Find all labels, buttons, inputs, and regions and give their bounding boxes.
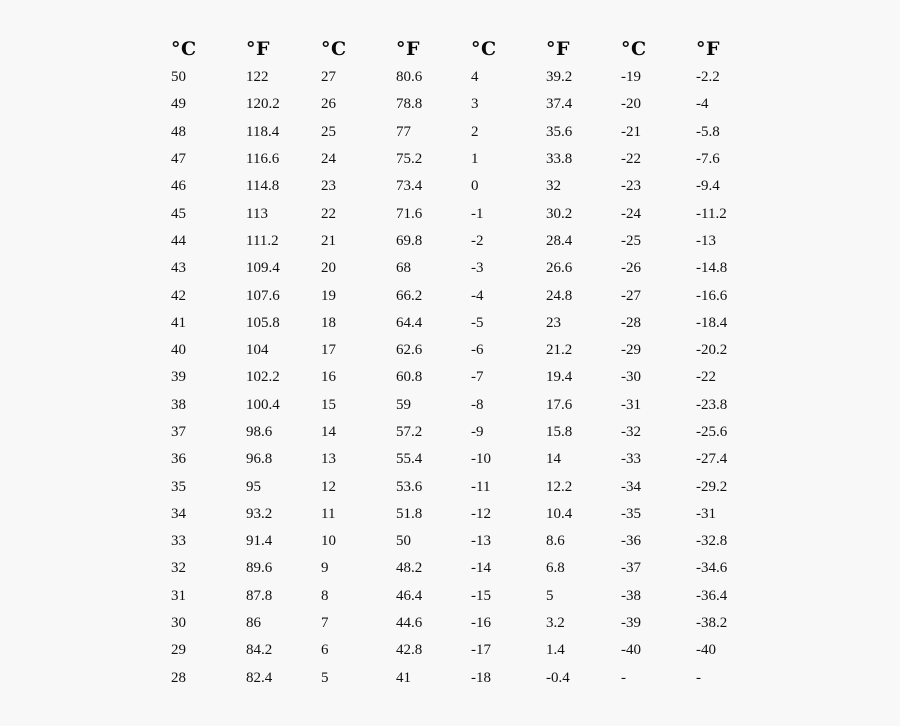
celsius-cell: 31: [171, 587, 186, 604]
fahrenheit-cell: 32: [546, 178, 561, 195]
celsius-cell: -34: [621, 478, 641, 495]
celsius-cell: -18: [471, 669, 491, 686]
celsius-cell: -22: [621, 151, 641, 168]
fahrenheit-cell: 73.4: [396, 178, 423, 195]
fahrenheit-cell: 23: [546, 314, 561, 331]
celsius-cell: 9: [321, 560, 329, 577]
celsius-cell: -23: [621, 178, 641, 195]
fahrenheit-cell: 42.8: [396, 642, 423, 659]
fahrenheit-cell: 46.4: [396, 587, 423, 604]
table-row: [168, 473, 768, 500]
celsius-cell: 6: [321, 642, 329, 659]
table-row: [168, 91, 768, 118]
celsius-cell: 49: [171, 96, 186, 113]
celsius-cell: -: [621, 669, 626, 686]
celsius-cell: -33: [621, 451, 641, 468]
celsius-cell: 4: [471, 69, 479, 86]
fahrenheit-cell: -40: [696, 642, 716, 659]
fahrenheit-cell: 14: [546, 451, 561, 468]
fahrenheit-cell: 1.4: [546, 642, 565, 659]
fahrenheit-cell: 80.6: [396, 69, 423, 86]
table-body: [168, 64, 768, 692]
fahrenheit-cell: -4: [696, 96, 709, 113]
celsius-cell: 44: [171, 232, 186, 249]
fahrenheit-cell: 15.8: [546, 424, 573, 440]
celsius-cell: 14: [321, 424, 336, 440]
fahrenheit-cell: 41: [396, 669, 411, 686]
celsius-cell: 19: [321, 287, 336, 304]
table-row: [168, 64, 768, 91]
celsius-cell: 7: [321, 615, 329, 632]
fahrenheit-cell: 6.8: [546, 560, 565, 577]
celsius-cell: -24: [621, 205, 641, 222]
fahrenheit-cell: 113: [246, 205, 268, 222]
celsius-cell: 1: [471, 151, 479, 168]
fahrenheit-cell: -34.6: [696, 560, 728, 577]
fahrenheit-cell: 21.2: [546, 342, 573, 359]
celsius-cell: 12: [321, 478, 336, 495]
table-row: [168, 146, 768, 173]
table-row: [168, 364, 768, 391]
fahrenheit-cell: 24.8: [546, 287, 573, 304]
fahrenheit-cell: 62.6: [396, 342, 423, 359]
fahrenheit-cell: -9.4: [696, 178, 720, 195]
celsius-cell: -36: [621, 533, 641, 550]
fahrenheit-cell: 104: [246, 342, 269, 359]
fahrenheit-cell: 64.4: [396, 314, 423, 331]
fahrenheit-cell: 84.2: [246, 642, 273, 659]
fahrenheit-cell: 95: [246, 478, 261, 495]
fahrenheit-cell: -16.6: [696, 287, 728, 304]
table-row: [168, 555, 768, 582]
celsius-cell: 15: [321, 396, 336, 413]
table-row: [168, 310, 768, 337]
fahrenheit-cell: 86: [246, 615, 261, 632]
fahrenheit-cell: 98.6: [246, 424, 273, 440]
celsius-cell: -6: [471, 342, 484, 359]
fahrenheit-cell: 17.6: [546, 396, 573, 413]
celsius-cell: 35: [171, 478, 186, 495]
celsius-cell: -37: [621, 560, 641, 577]
celsius-cell: 2: [471, 123, 479, 140]
celsius-cell: -15: [471, 587, 491, 604]
fahrenheit-cell: 37.4: [546, 96, 573, 113]
header-celsius: °C: [171, 38, 197, 60]
celsius-cell: 25: [321, 123, 336, 140]
celsius-cell: 3: [471, 96, 479, 113]
table-row: [168, 446, 768, 473]
fahrenheit-cell: 111.2: [246, 232, 279, 249]
fahrenheit-cell: 109.4: [246, 260, 280, 277]
fahrenheit-cell: 12.2: [546, 478, 573, 495]
fahrenheit-cell: 69.8: [396, 232, 423, 249]
fahrenheit-cell: -7.6: [696, 151, 720, 168]
celsius-cell: 27: [321, 69, 336, 86]
fahrenheit-cell: 107.6: [246, 287, 280, 304]
fahrenheit-cell: 57.2: [396, 424, 423, 440]
celsius-cell: 36: [171, 451, 186, 468]
fahrenheit-cell: 66.2: [396, 287, 423, 304]
celsius-cell: -25: [621, 232, 641, 249]
fahrenheit-cell: -14.8: [696, 260, 728, 277]
fahrenheit-cell: 105.8: [246, 314, 280, 331]
celsius-cell: 37: [171, 424, 186, 440]
fahrenheit-cell: 59: [396, 396, 411, 413]
fahrenheit-cell: 102.2: [246, 369, 280, 386]
celsius-cell: -32: [621, 424, 641, 440]
celsius-cell: -11: [471, 478, 491, 495]
fahrenheit-cell: 3.2: [546, 615, 565, 632]
celsius-cell: -12: [471, 505, 491, 522]
fahrenheit-cell: 28.4: [546, 232, 573, 249]
table-row: [168, 637, 768, 664]
table-row: [168, 282, 768, 309]
fahrenheit-cell: 44.6: [396, 615, 423, 632]
celsius-cell: -29: [621, 342, 641, 359]
celsius-cell: 41: [171, 314, 186, 331]
fahrenheit-cell: -2.2: [696, 69, 720, 86]
celsius-cell: 30: [171, 615, 186, 632]
celsius-cell: 8: [321, 587, 329, 604]
celsius-cell: -19: [621, 69, 641, 86]
fahrenheit-cell: 10.4: [546, 505, 573, 522]
fahrenheit-cell: 114.8: [246, 178, 280, 195]
fahrenheit-cell: 71.6: [396, 205, 423, 222]
celsius-cell: 29: [171, 642, 186, 659]
celsius-cell: 42: [171, 287, 186, 304]
celsius-cell: -3: [471, 260, 484, 277]
celsius-cell: 0: [471, 178, 479, 195]
fahrenheit-cell: 96.8: [246, 451, 273, 468]
fahrenheit-cell: -29.2: [696, 478, 728, 495]
celsius-cell: 21: [321, 232, 336, 249]
celsius-cell: 10: [321, 533, 336, 550]
fahrenheit-cell: -23.8: [696, 396, 728, 413]
fahrenheit-cell: 87.8: [246, 587, 273, 604]
header-fahrenheit: °F: [696, 38, 720, 60]
celsius-cell: -39: [621, 615, 641, 632]
celsius-cell: 32: [171, 560, 186, 577]
fahrenheit-cell: -: [696, 669, 701, 686]
celsius-cell: -14: [471, 560, 491, 577]
fahrenheit-cell: 75.2: [396, 151, 423, 168]
fahrenheit-cell: 19.4: [546, 369, 573, 386]
table-row: [168, 665, 768, 692]
header-fahrenheit: °F: [246, 38, 270, 60]
celsius-cell: 20: [321, 260, 336, 277]
header-celsius: °C: [471, 38, 497, 60]
fahrenheit-cell: -20.2: [696, 342, 728, 359]
celsius-cell: -27: [621, 287, 641, 304]
celsius-cell: -10: [471, 451, 491, 468]
celsius-cell: 43: [171, 260, 186, 277]
fahrenheit-cell: 89.6: [246, 560, 273, 577]
fahrenheit-cell: -32.8: [696, 533, 728, 550]
table-row: [168, 583, 768, 610]
table-row: [168, 392, 768, 419]
celsius-cell: -21: [621, 123, 641, 140]
fahrenheit-cell: 93.2: [246, 505, 273, 522]
celsius-cell: -20: [621, 96, 641, 113]
table-row: [168, 419, 768, 446]
celsius-cell: 38: [171, 396, 186, 413]
fahrenheit-cell: -22: [696, 369, 716, 386]
celsius-cell: 33: [171, 533, 186, 550]
celsius-cell: 47: [171, 151, 186, 168]
fahrenheit-cell: -38.2: [696, 615, 728, 632]
celsius-cell: -13: [471, 533, 491, 550]
header-row: [168, 34, 768, 64]
fahrenheit-cell: 53.6: [396, 478, 423, 495]
fahrenheit-cell: 51.8: [396, 505, 423, 522]
celsius-cell: -17: [471, 642, 491, 659]
celsius-cell: -16: [471, 615, 491, 632]
table-row: [168, 528, 768, 555]
fahrenheit-cell: 60.8: [396, 369, 423, 386]
celsius-cell: -2: [471, 232, 484, 249]
fahrenheit-cell: 91.4: [246, 533, 273, 550]
fahrenheit-cell: 48.2: [396, 560, 423, 577]
fahrenheit-cell: 35.6: [546, 123, 573, 140]
celsius-cell: 46: [171, 178, 186, 195]
fahrenheit-cell: -27.4: [696, 451, 728, 468]
header-fahrenheit: °F: [546, 38, 570, 60]
fahrenheit-cell: 68: [396, 260, 411, 277]
fahrenheit-cell: -25.6: [696, 424, 728, 440]
fahrenheit-cell: 122: [246, 69, 269, 86]
celsius-cell: 34: [171, 505, 186, 522]
celsius-cell: 45: [171, 205, 186, 222]
celsius-cell: -35: [621, 505, 641, 522]
fahrenheit-cell: 5: [546, 587, 554, 604]
fahrenheit-cell: -11.2: [696, 205, 727, 222]
celsius-cell: -38: [621, 587, 641, 604]
fahrenheit-cell: 78.8: [396, 96, 423, 113]
celsius-cell: -7: [471, 369, 484, 386]
table-row: [168, 610, 768, 637]
header-fahrenheit: °F: [396, 38, 420, 60]
fahrenheit-cell: -36.4: [696, 587, 728, 604]
celsius-cell: 11: [321, 505, 336, 522]
table-row: [168, 255, 768, 282]
fahrenheit-cell: 82.4: [246, 669, 273, 686]
celsius-cell: -4: [471, 287, 484, 304]
fahrenheit-cell: -13: [696, 232, 716, 249]
fahrenheit-cell: 8.6: [546, 533, 565, 550]
celsius-cell: 24: [321, 151, 336, 168]
fahrenheit-cell: 100.4: [246, 396, 280, 413]
fahrenheit-cell: 55.4: [396, 451, 423, 468]
fahrenheit-cell: 77: [396, 123, 411, 140]
celsius-cell: 13: [321, 451, 336, 468]
celsius-cell: 22: [321, 205, 336, 222]
header-celsius: °C: [321, 38, 347, 60]
table-row: [168, 228, 768, 255]
fahrenheit-cell: 118.4: [246, 123, 280, 140]
table-row: [168, 200, 768, 227]
table-row: [168, 173, 768, 200]
celsius-cell: 40: [171, 342, 186, 359]
celsius-cell: 16: [321, 369, 336, 386]
fahrenheit-cell: -0.4: [546, 669, 570, 686]
fahrenheit-cell: 33.8: [546, 151, 573, 168]
celsius-cell: 17: [321, 342, 336, 359]
temperature-conversion-table: [168, 34, 768, 692]
table-row: [168, 501, 768, 528]
fahrenheit-cell: -18.4: [696, 314, 728, 331]
celsius-cell: 48: [171, 123, 186, 140]
fahrenheit-cell: 120.2: [246, 96, 280, 113]
celsius-cell: 23: [321, 178, 336, 195]
celsius-cell: 28: [171, 669, 186, 686]
celsius-cell: 5: [321, 669, 329, 686]
table-row: [168, 337, 768, 364]
header-celsius: °C: [621, 38, 647, 60]
celsius-cell: -26: [621, 260, 641, 277]
fahrenheit-cell: 30.2: [546, 205, 573, 222]
celsius-cell: -28: [621, 314, 641, 331]
fahrenheit-cell: -5.8: [696, 123, 720, 140]
celsius-cell: -40: [621, 642, 641, 659]
table-row: [168, 119, 768, 146]
celsius-cell: -30: [621, 369, 641, 386]
celsius-cell: -9: [471, 424, 484, 440]
celsius-cell: -8: [471, 396, 484, 413]
celsius-cell: -5: [471, 314, 484, 331]
celsius-cell: 50: [171, 69, 186, 86]
celsius-cell: 39: [171, 369, 186, 386]
celsius-cell: 18: [321, 314, 336, 331]
fahrenheit-cell: 50: [396, 533, 411, 550]
fahrenheit-cell: 39.2: [546, 69, 573, 86]
fahrenheit-cell: 26.6: [546, 260, 573, 277]
celsius-cell: -31: [621, 396, 641, 413]
fahrenheit-cell: -31: [696, 505, 716, 522]
celsius-cell: -1: [471, 205, 484, 222]
celsius-cell: 26: [321, 96, 336, 113]
fahrenheit-cell: 116.6: [246, 151, 280, 168]
